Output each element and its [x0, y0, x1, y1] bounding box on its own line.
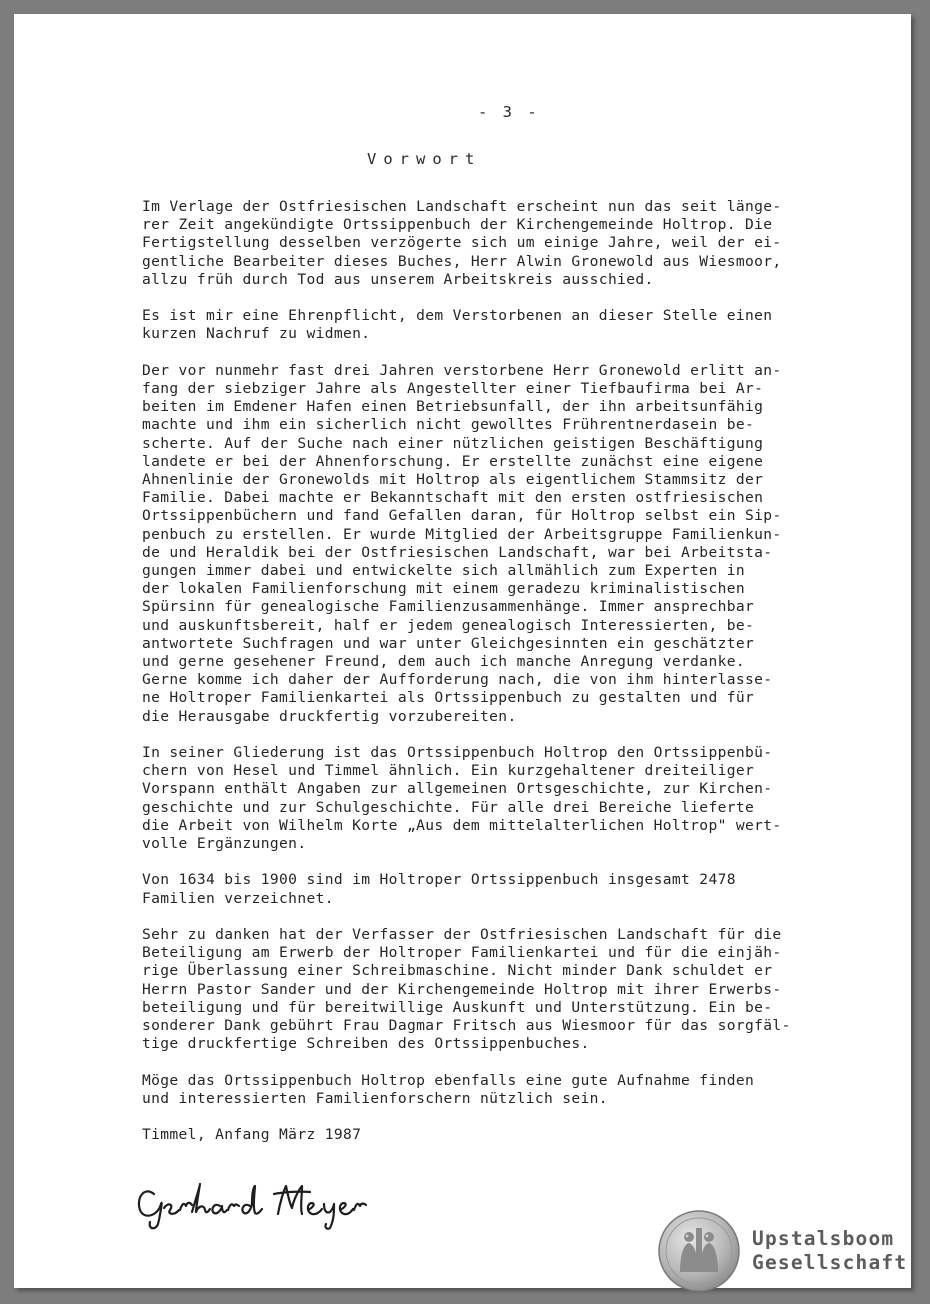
text-line: In seiner Gliederung ist das Ortssippenbuch Holtrop den Ortssippenbü-: [142, 744, 773, 762]
text-line: volle Ergänzungen.: [142, 835, 307, 853]
text-line: Herrn Pastor Sander und der Kirchengemeinde Holtrop mit ihrer Erwerbs-: [142, 980, 782, 998]
text-line: machte und ihm ein sicherlich nicht gewolltes Frührentnerdasein be-: [142, 416, 755, 434]
text-line: die Herausgabe druckfertig vorzubereiten.: [142, 707, 517, 725]
text-line: Timmel, Anfang März 1987: [142, 1126, 362, 1144]
paragraph-structure: [142, 744, 832, 853]
text-line: Der vor nunmehr fast drei Jahren verstorbene Herr Gronewold erlitt an-: [142, 361, 782, 379]
text-line: rer Zeit angekündigte Ortssippenbuch der Kirchengemeinde Holtrop. Die: [142, 216, 773, 234]
foreword-body: [142, 198, 832, 1163]
text-line: kurzen Nachruf zu widmen.: [142, 325, 371, 343]
text-line: sonderer Dank gebührt Frau Dagmar Fritsch aus Wiesmoor für das sorgfäl-: [142, 1017, 791, 1035]
handwritten-signature-icon: [134, 1172, 374, 1232]
paragraph-obituary: [142, 362, 832, 726]
paragraph-acknowledgements: [142, 926, 832, 1053]
text-line: scherte. Auf der Suche nach einer nützlichen geistigen Beschäftigung: [142, 434, 764, 452]
paragraph-intro: [142, 198, 832, 289]
document-page: [14, 14, 911, 1288]
text-line: geschichte und zur Schulgeschichte. Für alle drei Bereiche lieferte: [142, 798, 755, 816]
text-line: beteiligung und für bereitwillige Auskunft und Unterstützung. Ein be-: [142, 998, 773, 1016]
text-line: und auskunftsbereit, half er jedem genealogisch Interessierten, be-: [142, 616, 755, 634]
paragraph-statistics: [142, 871, 832, 907]
text-line: Beteiligung am Erwerb der Holtroper Familienkartei und für die einjäh-: [142, 944, 782, 962]
page-number: - 3 -: [478, 103, 540, 121]
text-line: antwortete Suchfragen und war unter Gleichgesinnten ein geschätzter: [142, 634, 755, 652]
paragraph-dedication: [142, 307, 832, 343]
text-line: Familien verzeichnet.: [142, 889, 334, 907]
text-line: Gerne komme ich daher der Aufforderung nach, die von ihm hinterlasse-: [142, 671, 773, 689]
text-line: fang der siebziger Jahre als Angestellter einer Tiefbaufirma bei Ar-: [142, 380, 764, 397]
text-line: Möge das Ortssippenbuch Holtrop ebenfalls eine gute Aufnahme finden: [142, 1071, 755, 1089]
publisher-name-line: Gesellschaft: [752, 1251, 908, 1274]
text-line: gungen immer dabei und entwickelte sich allmählich zum Experten in: [142, 562, 745, 580]
text-line: landete er bei der Ahnenforschung. Er erstellte zunächst eine eigene: [142, 452, 764, 470]
text-line: gentliche Bearbeiter dieses Buches, Herr Alwin Gronewold aus Wiesmoor,: [142, 252, 782, 270]
text-line: Spürsinn für genealogische Familienzusammenhänge. Immer ansprechbar: [142, 598, 755, 616]
text-line: Es ist mir eine Ehrenpflicht, dem Verstorbenen an dieser Stelle einen: [142, 307, 773, 325]
text-line: allzu früh durch Tod aus unserem Arbeitskreis ausschied.: [142, 270, 654, 288]
text-line: Ortssippenbüchern und fand Gefallen daran, für Holtrop selbst ein Sip-: [142, 507, 782, 525]
text-line: und gerne gesehener Freund, dem auch ich manche Anregung verdanke.: [142, 653, 745, 671]
publisher-wordmark: [752, 1227, 907, 1275]
text-line: tige druckfertige Schreiben des Ortssippenbuches.: [142, 1035, 590, 1053]
text-line: der lokalen Familienforschung mit einem geradezu kriminalistischen: [142, 580, 745, 598]
paragraph-closing: [142, 1072, 832, 1108]
text-line: de und Heraldik bei der Ostfriesischen Landschaft, war bei Arbeitsta-: [142, 543, 773, 561]
text-line: Familie. Dabei machte er Bekanntschaft mit den ersten ostfriesischen: [142, 489, 764, 507]
text-line: Fertigstellung desselben verzögerte sich um einige Jahre, weil der ei-: [142, 234, 782, 252]
text-line: Im Verlage der Ostfriesischen Landschaft erscheint nun das seit länge-: [142, 198, 782, 215]
text-line: rige Überlassung einer Schreibmaschine. Nicht minder Dank schuldet er: [142, 962, 773, 980]
text-line: chern von Hesel und Timmel ähnlich. Ein kurzgehaltener dreiteiliger: [142, 762, 755, 780]
text-line: Sehr zu danken hat der Verfasser der Ostfriesischen Landschaft für die: [142, 926, 782, 944]
text-line: Von 1634 bis 1900 sind im Holtroper Ortssippenbuch insgesamt 2478: [142, 871, 736, 889]
publisher-name-line: Upstalsboom: [752, 1227, 895, 1250]
place-date-line: [142, 1126, 832, 1144]
text-line: beiten im Emdener Hafen einen Betriebsunfall, der ihn arbeitsunfähig: [142, 398, 764, 416]
text-line: die Arbeit von Wilhelm Korte „Aus dem mittelalterlichen Holtrop" wert-: [142, 816, 782, 834]
text-line: und interessierten Familienforschern nützlich sein.: [142, 1089, 608, 1107]
text-line: Vorspann enthält Angaben zur allgemeinen Ortsgeschichte, zur Kirchen-: [142, 780, 773, 798]
page-title: Vorwort: [367, 150, 482, 168]
text-line: ne Holtroper Familienkartei als Ortssippenbuch zu gestalten und für: [142, 689, 755, 707]
text-line: penbuch zu erstellen. Er wurde Mitglied der Arbeitsgruppe Familienkun-: [142, 525, 782, 543]
society-seal-icon: [658, 1210, 740, 1292]
text-line: Ahnenlinie der Gronewolds mit Holtrop als eigentlichem Stammsitz der: [142, 471, 764, 489]
